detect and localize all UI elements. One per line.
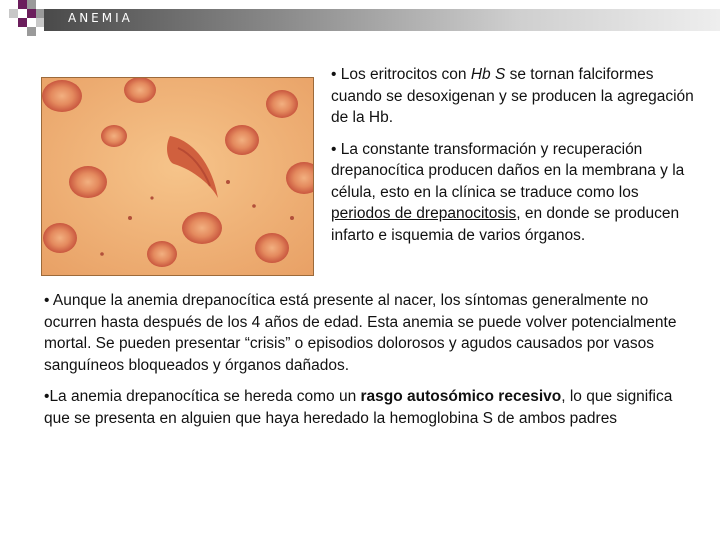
text-full-width [44, 290, 684, 439]
decor-square [18, 0, 27, 9]
decor-square [18, 18, 27, 27]
bullet-paragraph: • La constante transformación y recuperación drepanocítica producen daños en la membrana y la célula, esto en la clínica se traduce como los periodos de drepanocitosis, en donde se producen infarto e isquemia de varios órganos. [331, 140, 685, 244]
decor-square [27, 0, 36, 9]
bold-term: rasgo autosómico recesivo [360, 388, 562, 405]
slide-title: ANEMIA [68, 11, 133, 25]
italic-term: Hb S [470, 66, 506, 83]
decor-square [27, 9, 36, 18]
underlined-term: periodos de drepanocitosis [331, 205, 517, 222]
bullet-paragraph: • Los eritrocitos con Hb S se tornan falciformes cuando se desoxigenan y se producen la agregación de la Hb. [331, 66, 694, 126]
header-bar [44, 9, 720, 31]
blood-smear-image [41, 77, 314, 276]
bullet-paragraph: • Aunque la anemia drepanocítica está presente al nacer, los síntomas generalmente no ocurren hasta después de los 4 años de edad. Esta anemia se puede volver potencialmente mortal. Se pueden presentar “crisis” o episodios dolorosos y agudos causados por vasos sanguíneos bloqueados y órganos dañados. [44, 292, 677, 374]
text-right-column [331, 64, 701, 256]
bullet-paragraph: •La anemia drepanocítica se hereda como un rasgo autosómico recesivo, lo que significa que se presenta en alguien que haya heredado la hemoglobina S de ambos padres [44, 388, 673, 427]
decor-square [9, 9, 18, 18]
header-band [0, 0, 720, 34]
decor-square [27, 27, 36, 36]
